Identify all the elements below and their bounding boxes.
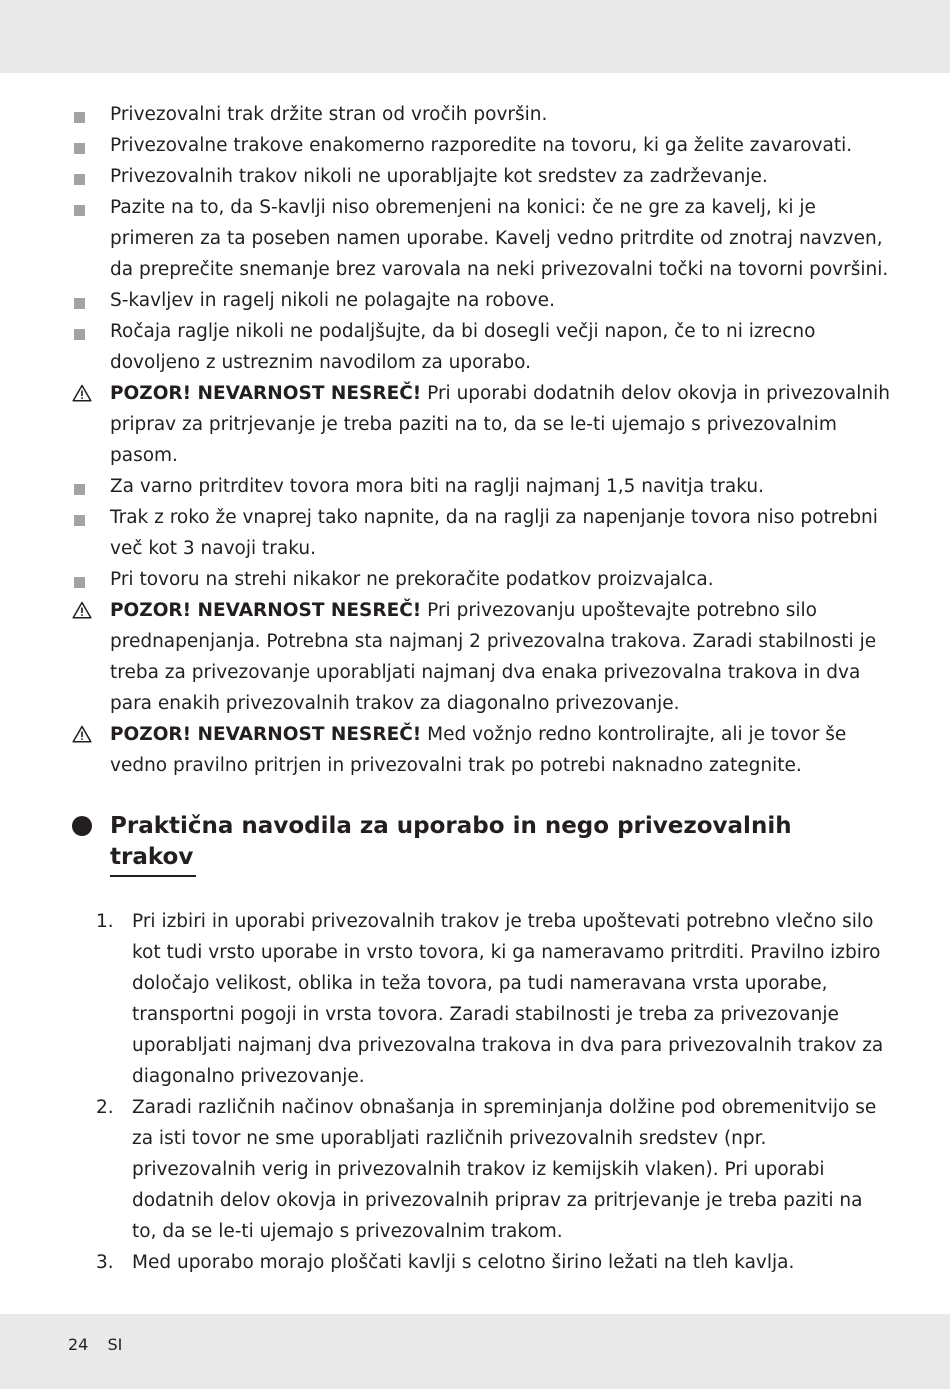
list-item <box>0 564 950 595</box>
list-item-text: Privezovalne trakove enakomerno razporedite na tovoru, ki ga želite zavarovati. <box>110 135 853 156</box>
step-item <box>0 906 950 1092</box>
list-item <box>0 316 950 378</box>
list-item-text: Ročaja raglje nikoli ne podaljšujte, da bi dosegli večji napon, če to ni izrecno dovoljeno z ustreznim navodilom za uporabo. <box>110 321 816 373</box>
list-item-text: Trak z roko že vnaprej tako napnite, da na raglji za napenjanje tovora niso potrebni več kot 3 navoji traku. <box>110 507 878 559</box>
warning-heading: POZOR! NEVARNOST NESREČ! <box>110 724 422 745</box>
section-title-underline <box>110 875 196 877</box>
bullet-square-icon <box>74 515 85 526</box>
warning-item <box>0 719 950 781</box>
list-item <box>0 192 950 285</box>
step-number: 3. <box>96 1252 114 1273</box>
warning-triangle-icon <box>72 725 92 743</box>
footer-band <box>0 1314 950 1389</box>
header-band <box>0 0 950 73</box>
list-item-text: Za varno pritrditev tovora mora biti na raglji najmanj 1,5 navitja traku. <box>110 476 764 497</box>
step-text: Pri izbiri in uporabi privezovalnih trakov je treba upoštevati potrebno vlečno silo kot tudi vrsto uporabe in vrsto tovora, ki ga nameravamo pritrditi. Pravilno izbiro določajo velikost, oblika in teža tovora, pa tudi nameravana vrsta uporabe, transportni pogoji in vrsta tovora. Zaradi stabilnosti je treba za privezovanje uporabljati najmanj dva privezovalna trakova in dva para privezovalnih trakov za diagonalno privezovanje. <box>132 911 884 1087</box>
warning-triangle-icon <box>72 384 92 402</box>
section-title-line2: trakov <box>110 844 194 870</box>
bullet-square-icon <box>74 143 85 154</box>
page-footer <box>68 1335 136 1355</box>
list-item-text: Privezovalni trak držite stran od vročih površin. <box>110 104 548 125</box>
instruction-steps <box>0 906 950 1278</box>
warning-text: Pri uporabi dodatnih delov okovja in privezovalnih priprav za pritrjevanje je treba paziti na to, da se le-ti ujemajo s privezovalnim pasom. <box>110 383 890 466</box>
list-item-text: Pazite na to, da S-kavlji niso obremenjeni na konici: če ne gre za kavelj, ki je primeren za ta poseben namen uporabe. Kavelj vedno pritrdite od znotraj navzven, da preprečite snemanje brez varovala na neki privezovalni točki na tovorni površini. <box>110 197 889 280</box>
list-item <box>0 161 950 192</box>
step-item <box>0 1247 950 1278</box>
step-number: 2. <box>96 1097 114 1118</box>
step-number: 1. <box>96 911 114 932</box>
section-bullet-icon <box>72 816 92 836</box>
page-number: 24 <box>68 1335 89 1354</box>
warning-item <box>0 595 950 719</box>
list-item <box>0 502 950 564</box>
warning-triangle-icon <box>72 601 92 619</box>
warning-heading: POZOR! NEVARNOST NESREČ! <box>110 383 422 404</box>
warning-text: Pri privezovanju upoštevajte potrebno silo prednapenjanja. Potrebna sta najmanj 2 privezovalna trakova. Zaradi stabilnosti je treba za privezovanje uporabljati najmanj dva enaka privezovalna trakova in dva para enakih privezovalnih trakov za diagonalno privezovanje. <box>110 600 877 714</box>
step-text: Zaradi različnih načinov obnašanja in spreminjanja dolžine pod obremenitvijo se za isti tovor ne sme uporabljati različnih privezovalnih sredstev (npr. privezovalnih verig in privezovalnih trakov iz kemijskih vlaken). Pri uporabi dodatnih delov okovja in privezovalnih priprav za pritrjevanje je treba paziti na to, da se le-ti ujemajo s privezovalnim trakom. <box>132 1097 877 1242</box>
list-item <box>0 471 950 502</box>
list-item-text: Pri tovoru na strehi nikakor ne prekoračite podatkov proizvajalca. <box>110 569 714 590</box>
section-title-line1: Praktična navodila za uporabo in nego privezovalnih <box>110 813 792 839</box>
bullet-square-icon <box>74 112 85 123</box>
bullet-square-icon <box>74 329 85 340</box>
list-item <box>0 99 950 130</box>
warning-text: Med vožnjo redno kontrolirajte, ali je tovor še vedno pravilno pritrjen in privezovalni trak po potrebi naknadno zategnite. <box>110 724 847 776</box>
list-item-text: Privezovalnih trakov nikoli ne uporabljajte kot sredstev za zadrževanje. <box>110 166 768 187</box>
safety-list <box>0 99 950 781</box>
bullet-square-icon <box>74 577 85 588</box>
list-item-text: S-kavljev in ragelj nikoli ne polagajte na robove. <box>110 290 555 311</box>
step-text: Med uporabo morajo ploščati kavlji s celotno širino ležati na tleh kavlja. <box>132 1252 795 1273</box>
bullet-square-icon <box>74 484 85 495</box>
list-item <box>0 285 950 316</box>
bullet-square-icon <box>74 205 85 216</box>
warning-item <box>0 378 950 471</box>
step-item <box>0 1092 950 1247</box>
bullet-square-icon <box>74 298 85 309</box>
warning-heading: POZOR! NEVARNOST NESREČ! <box>110 600 422 621</box>
bullet-square-icon <box>74 174 85 185</box>
list-item <box>0 130 950 161</box>
language-code: SI <box>107 1335 123 1354</box>
